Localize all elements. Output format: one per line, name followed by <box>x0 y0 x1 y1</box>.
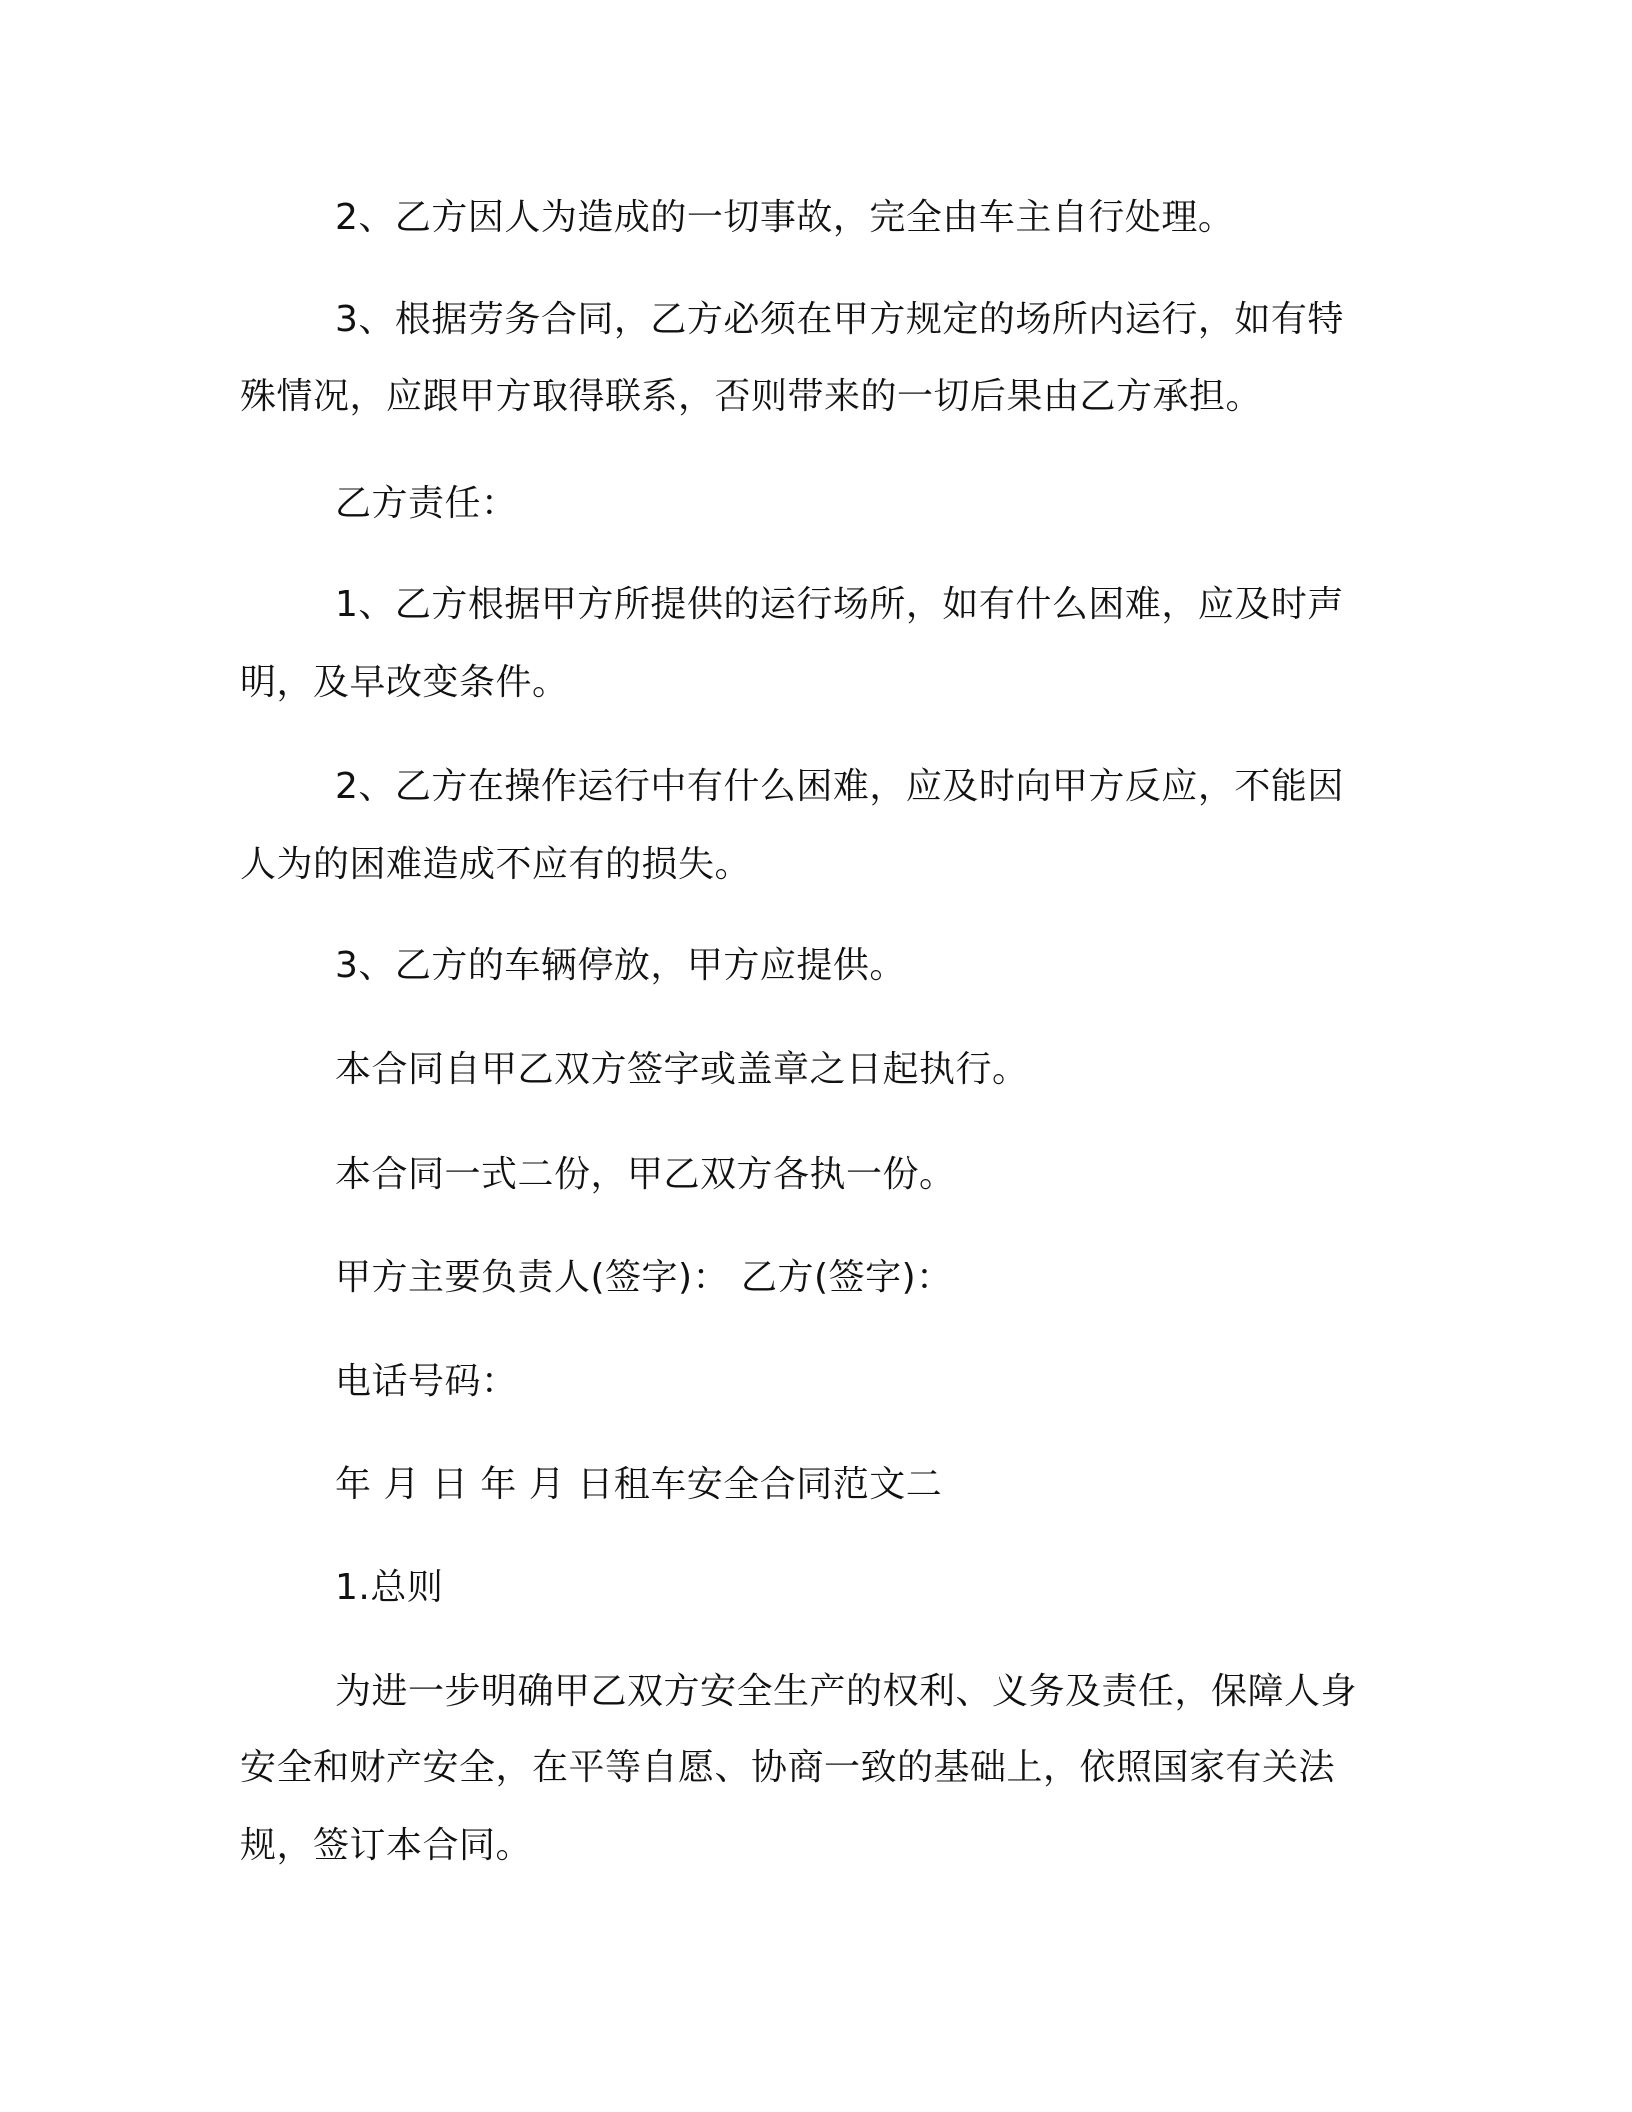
duty-2-line-2: 人为的困难造成不应有的损失。 <box>240 844 752 885</box>
purpose-line-3: 规，签订本合同。 <box>240 1825 533 1866</box>
effective-clause: 本合同自甲乙双方签字或盖章之日起执行。 <box>335 1049 1029 1090</box>
purpose-line-2: 安全和财产安全，在平等自愿、协商一致的基础上，依照国家有关法 <box>240 1747 1336 1788</box>
phone-line: 电话号码： <box>335 1361 518 1402</box>
section-general-provisions: 1.总则 <box>335 1567 444 1608</box>
date-and-title-line: 年 月 日 年 月 日租车安全合同范文二 <box>335 1464 943 1505</box>
clause-3-line-2: 殊情况，应跟甲方取得联系，否则带来的一切后果由乙方承担。 <box>240 376 1263 417</box>
duty-1-line-1: 1、乙方根据甲方所提供的运行场所，如有什么困难，应及时声 <box>335 584 1344 625</box>
clause-3-line-1: 3、根据劳务合同，乙方必须在甲方规定的场所内运行，如有特 <box>335 299 1344 340</box>
purpose-line-1: 为进一步明确甲乙双方安全生产的权利、义务及责任，保障人身 <box>335 1671 1358 1712</box>
clause-2-accident: 2、乙方因人为造成的一切事故，完全由车主自行处理。 <box>335 197 1235 238</box>
signature-line: 甲方主要负责人(签字)： 乙方(签字)： <box>335 1257 953 1298</box>
section-heading-party-b-duties: 乙方责任： <box>335 483 518 524</box>
duty-1-line-2: 明，及早改变条件。 <box>240 662 569 703</box>
duty-2-line-1: 2、乙方在操作运行中有什么困难，应及时向甲方反应，不能因 <box>335 766 1344 807</box>
copies-clause: 本合同一式二份，甲乙双方各执一份。 <box>335 1154 956 1195</box>
duty-3: 3、乙方的车辆停放，甲方应提供。 <box>335 945 906 986</box>
